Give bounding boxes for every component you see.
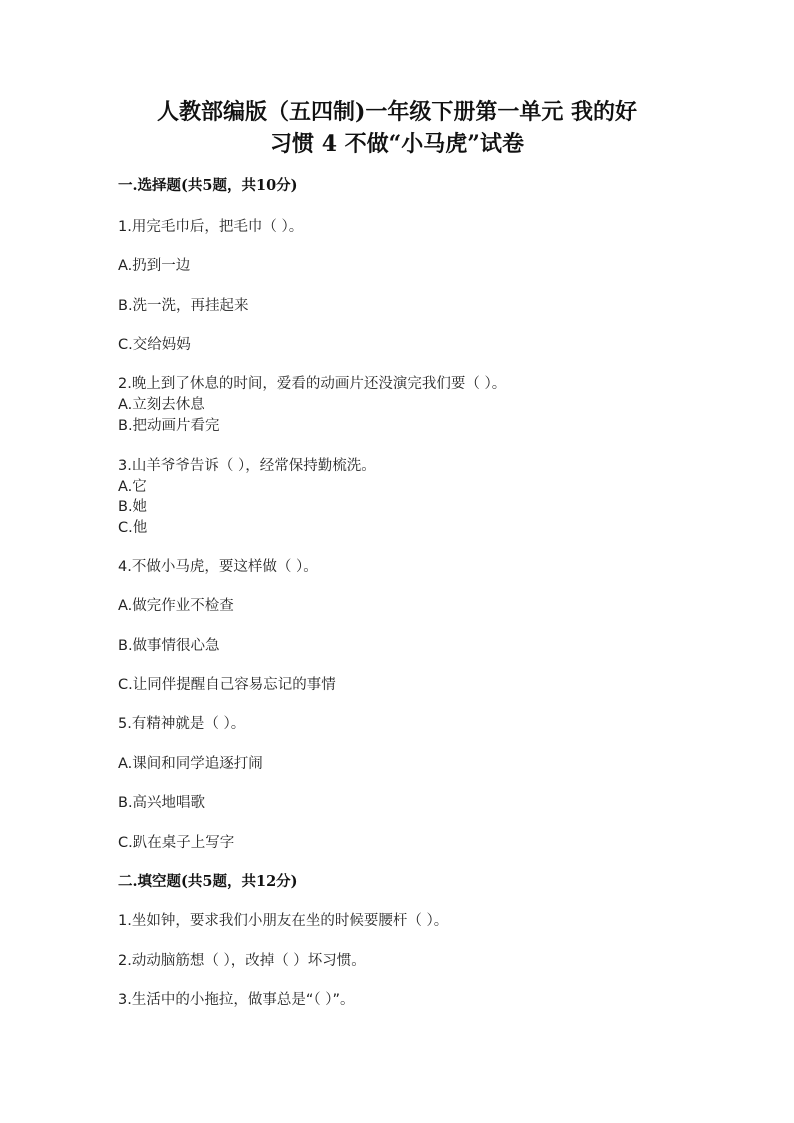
section-heading-fill-blank: 二.填空题(共5题，共12分) — [118, 873, 298, 890]
title-line-1: 人教部编版（五四制)一年级下册第一单元 我的好 — [156, 99, 638, 125]
question-1-stem: 1.用完毛巾后，把毛巾（ ）。 — [118, 219, 304, 235]
fill-question-1: 1.坐如钟，要求我们小朋友在坐的时候要腰杆（ ）。 — [118, 913, 449, 929]
question-2-stem: 2.晚上到了休息的时间，爱看的动画片还没演完我们要（ ）。 — [118, 376, 507, 392]
question-4-stem: 4.不做小马虎，要这样做（ ）。 — [118, 559, 318, 575]
question-4-option-c: C.让同伴提醒自己容易忘记的事情 — [118, 677, 336, 693]
question-5-option-c: C.趴在桌子上写字 — [118, 835, 235, 851]
question-3-stem: 3.山羊爷爷告诉（ ），经常保持勤梳洗。 — [118, 458, 376, 474]
exam-title — [100, 96, 694, 160]
section-heading-choice: 一.选择题(共5题，共10分) — [118, 177, 298, 194]
question-3-option-c: C.他 — [118, 520, 148, 536]
question-1-option-a: A.扔到一边 — [118, 258, 191, 274]
question-3-option-b: B.她 — [118, 499, 148, 515]
question-1-option-b: B.洗一洗，再挂起来 — [118, 298, 249, 314]
question-5-stem: 5.有精神就是（ ）。 — [118, 716, 246, 732]
question-5-option-a: A.课间和同学追逐打闹 — [118, 756, 263, 772]
question-4-option-a: A.做完作业不检查 — [118, 598, 234, 614]
question-2-option-b: B.把动画片看完 — [118, 418, 220, 434]
question-2-option-a: A.立刻去休息 — [118, 397, 205, 413]
question-5-option-b: B.高兴地唱歌 — [118, 795, 206, 811]
question-3-option-a: A.它 — [118, 479, 147, 495]
title-line-2: 习惯 4 不做“小马虎”试卷 — [270, 131, 524, 157]
question-4-option-b: B.做事情很心急 — [118, 638, 220, 654]
fill-question-3: 3.生活中的小拖拉，做事总是“（ ）”。 — [118, 992, 355, 1008]
fill-question-2: 2.动动脑筋想（ ），改掉（ ）坏习惯。 — [118, 953, 366, 969]
question-1-option-c: C.交给妈妈 — [118, 337, 191, 353]
